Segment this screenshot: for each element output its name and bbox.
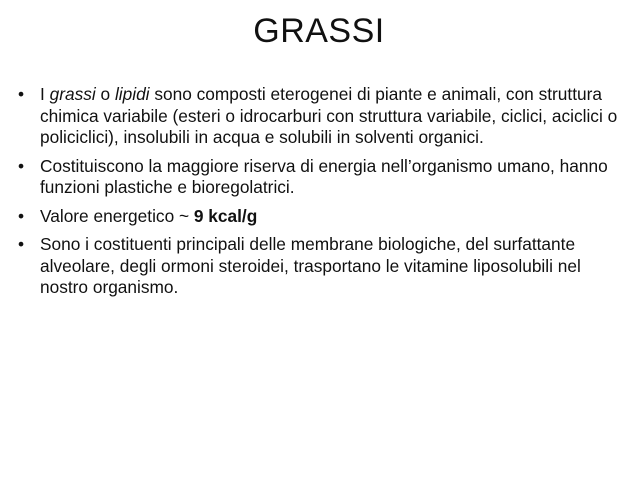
term-lipidi: lipidi	[114, 84, 150, 104]
bullet-dot: •	[18, 155, 25, 176]
bullet-dot: •	[18, 234, 25, 254]
energy-value: 9 kcal/g	[193, 205, 258, 226]
bullet-text: Sono i costituenti principali delle membrane biologiche, del surfattante alveolare, degli ormoni steroidei, trasportano le vitamine liposolubili nel nostro organismo.	[40, 234, 581, 297]
bullet-text: I	[40, 84, 50, 104]
term-grassi: grassi	[49, 84, 96, 104]
bullet-text: sono composti eterogenei di piante e animali, con struttura chimica variabile (esteri o idrocarburi con struttura variabile, ciclici, aciclici o policiclici), insolubili in acqua e solubili in solventi organici.	[40, 84, 618, 147]
bullet-item-constituents	[14, 234, 618, 299]
bullet-text: o	[95, 84, 115, 104]
bullet-list	[14, 84, 618, 306]
bullet-dot: •	[18, 205, 25, 226]
slide-title: GRASSI	[253, 12, 385, 50]
bullet-dot: •	[18, 84, 25, 104]
bullet-item-energy-reserve	[14, 156, 618, 199]
bullet-text: Valore energetico ~	[40, 205, 194, 226]
bullet-item-definition	[14, 84, 618, 149]
bullet-item-energy-value	[14, 206, 618, 228]
bullet-text: Costituiscono la maggiore riserva di energia nell’organismo umano, hanno funzioni plastiche e bioregolatrici.	[40, 155, 608, 197]
